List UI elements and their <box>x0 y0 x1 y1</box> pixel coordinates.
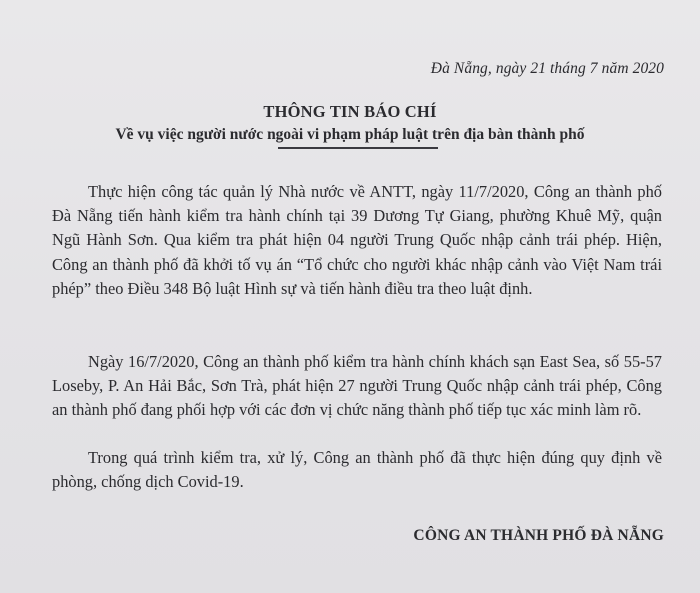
document-title: THÔNG TIN BÁO CHÍ <box>263 102 437 121</box>
paragraph-1: Thực hiện công tác quản lý Nhà nước về ANTT, ngày 11/7/2020, Công an thành phố Đà Nẵng tiến hành kiểm tra hành chính tại 39 Dương Tự Giang, phường Khuê Mỹ, quận Ngũ Hành Sơn. Qua kiểm tra phát hiện 04 người Trung Quốc nhập cảnh trái phép. Hiện, Công an thành phố đã khởi tố vụ án “Tổ chức cho người khác nhập cảnh vào Việt Nam trái phép” theo Điều 348 Bộ luật Hình sự và tiến hành điều tra theo luật định. <box>52 182 662 298</box>
paragraph-2: Ngày 16/7/2020, Công an thành phố kiểm tra hành chính khách sạn East Sea, số 55-57 Loseby, P. An Hải Bắc, Sơn Trà, phát hiện 27 người Trung Quốc nhập cảnh trái phép, Công an thành phố đang phối hợp với các đơn vị chức năng thành phố tiếp tục xác minh làm rõ. <box>52 352 662 420</box>
document-date: Đà Nẵng, ngày 21 tháng 7 năm 2020 <box>430 60 664 77</box>
subtitle-underline <box>278 147 438 149</box>
document-subtitle: Về vụ việc người nước ngoài vi phạm pháp luật trên địa bàn thành phố <box>115 126 585 143</box>
paragraph-3: Trong quá trình kiểm tra, xử lý, Công an thành phố đã thực hiện đúng quy định về phòng, chống dịch Covid-19. <box>52 448 662 492</box>
signature-block: CÔNG AN THÀNH PHỐ ĐÀ NẴNG <box>413 527 664 544</box>
